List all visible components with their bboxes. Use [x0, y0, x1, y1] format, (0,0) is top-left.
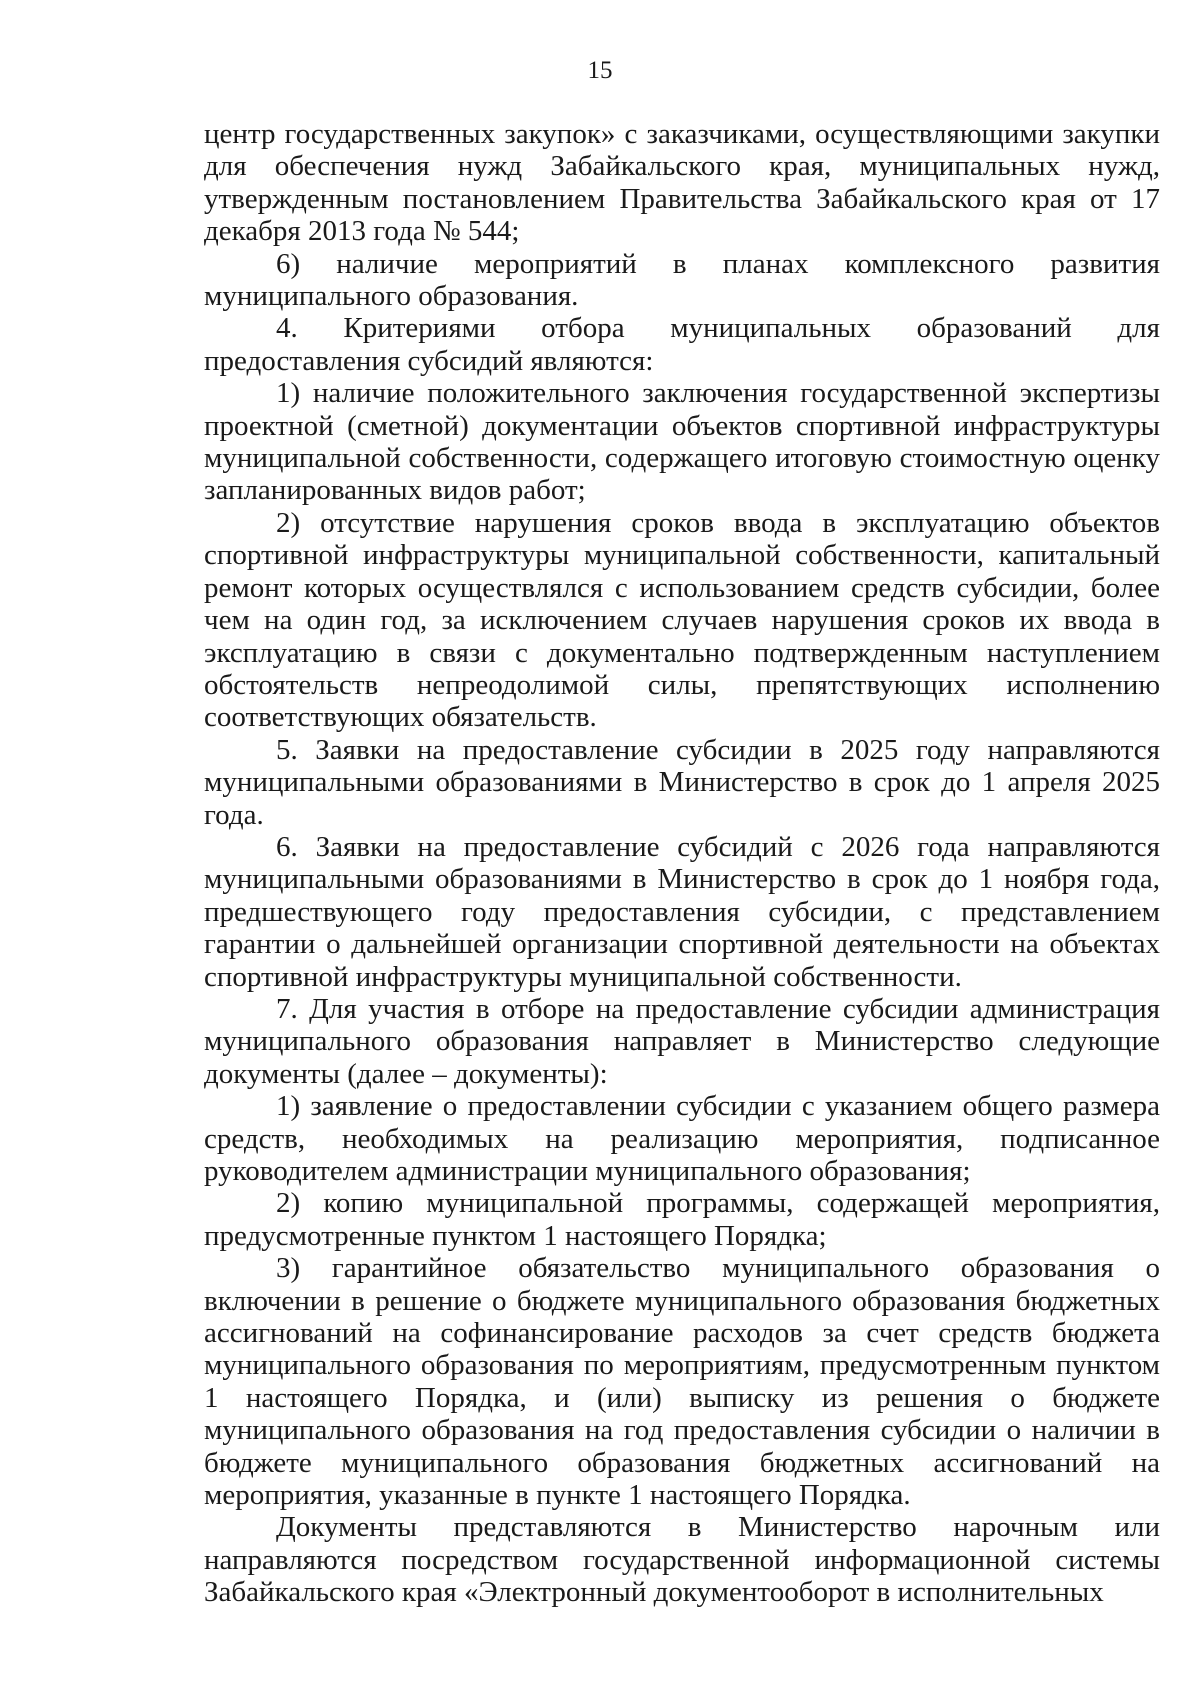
paragraph-section-5: 5. Заявки на предоставление субсидии в 2025 году направляются муниципальными образованиями в Министерство в срок до 1 апреля 2025 года. [204, 733, 1160, 831]
paragraph-section-4: 4. Критериями отбора муниципальных образований для предоставления субсидий являются: [204, 312, 1160, 377]
paragraph-section-7: 7. Для участия в отборе на предоставление субсидии администрация муниципального образования направляет в Министерство следующие документы (далее – документы): [204, 992, 1160, 1090]
paragraph-item-6: 6) наличие мероприятий в планах комплексного развития муниципального образования. [204, 247, 1160, 313]
document-body [204, 118, 1160, 1609]
paragraph-document-3: 3) гарантийное обязательство муниципального образования о включении в решение о бюджете муниципального образования бюджетных ассигнований на софинансирование расходов за счет средств бюджета муниципального образования по мероприятиям, предусмотренным пунктом 1 настоящего Порядка, и (или) выписку из решения о бюджете муниципального образования на год предоставления субсидии о наличии в бюджете муниципального образования бюджетных ассигнований на мероприятия, указанные в пункте 1 настоящего Порядка. [204, 1252, 1160, 1512]
paragraph-section-6: 6. Заявки на предоставление субсидий с 2026 года направляются муниципальными образованиями в Министерство в срок до 1 ноября года, предшествующего году предоставления субсидии, с представлением гарантии о дальнейшей организации спортивной деятельности на объектах спортивной инфраструктуры муниципальной собственности. [204, 830, 1160, 993]
paragraph-continuation: центр государственных закупок» с заказчиками, осуществляющими закупки для обеспечения нужд Забайкальского края, муниципальных нужд, утвержденным постановлением Правительства Забайкальского края от 17 декабря 2013 года № 544; [204, 118, 1160, 248]
page-number: 15 [587, 57, 613, 84]
paragraph-document-1: 1) заявление о предоставлении субсидии с указанием общего размера средств, необходимых на реализацию мероприятия, подписанное руководителем администрации муниципального образования; [204, 1090, 1160, 1187]
paragraph-criterion-2: 2) отсутствие нарушения сроков ввода в эксплуатацию объектов спортивной инфраструктуры муниципальной собственности, капитальный ремонт которых осуществлялся с использованием средств субсидии, более чем на один год, за исключением случаев нарушения сроков их ввода в эксплуатацию в связи с документально подтвержденным наступлением обстоятельств непреодолимой силы, препятствующих исполнению соответствующих обязательств. [204, 506, 1160, 734]
paragraph-document-2: 2) копию муниципальной программы, содержащей мероприятия, предусмотренные пунктом 1 настоящего Порядка; [204, 1187, 1160, 1252]
paragraph-submission: Документы представляются в Министерство нарочным или направляются посредством государственной информационной системы Забайкальского края «Электронный документооборот в исполнительных [204, 1511, 1160, 1609]
paragraph-criterion-1: 1) наличие положительного заключения государственной экспертизы проектной (сметной) документации объектов спортивной инфраструктуры муниципальной собственности, содержащего итоговую стоимостную оценку запланированных видов работ; [204, 377, 1160, 507]
